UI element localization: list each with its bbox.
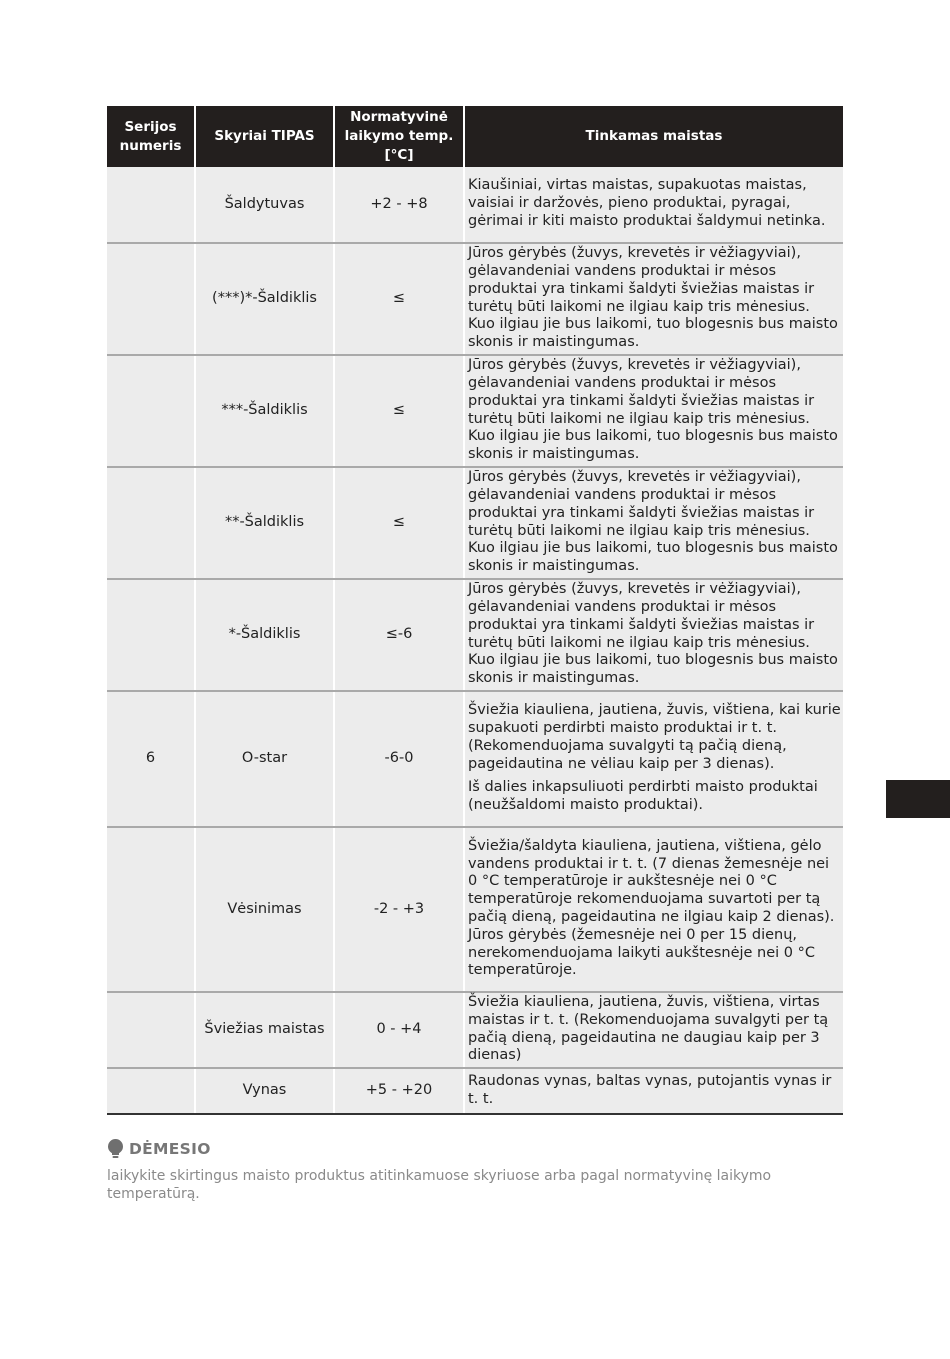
serial-cell <box>107 167 195 243</box>
food-text: Raudonas vynas, baltas vynas, putojantis vynas ir t. t. <box>468 1072 832 1107</box>
temp-cell: ≤ <box>334 243 464 355</box>
serial-cell <box>107 1068 195 1114</box>
serial-cell <box>107 827 195 992</box>
table-row <box>107 1068 843 1114</box>
food-text: Šviežia kiauliena, jautiena, žuvis, vištiena, virtas maistas ir t. t. (Rekomenduojama suvalgyti per tą pačią dieną, pageidautina ne daugiau kaip per 3 dienas) <box>468 994 829 1064</box>
food-cell <box>464 1068 843 1114</box>
serial-cell <box>107 992 195 1068</box>
type-cell: Vynas <box>195 1068 334 1114</box>
type-cell: (***)*-Šaldiklis <box>195 243 334 355</box>
food-text: Šviežia kiauliena, jautiena, žuvis, vištiena, kai kurie supakuoti perdirbti maisto produktai ir t. t. (Rekomenduojama suvalgyti tą pačią dieną, pageidautina ne vėliau kaip per 3 dienas). <box>468 702 841 772</box>
food-text: Iš dalies inkapsuliuoti perdirbti maisto produktai (neužšaldomi maisto produktai). <box>468 779 818 814</box>
header-temp: Normatyvinė laikymo temp. [°C] <box>334 106 464 167</box>
temp-cell: +5 - +20 <box>334 1068 464 1114</box>
serial-cell: 6 <box>107 691 195 827</box>
temp-cell: ≤-6 <box>334 579 464 691</box>
header-serial: Serijos numeris <box>107 106 195 167</box>
temp-cell: ≤ <box>334 467 464 579</box>
type-cell: O-star <box>195 691 334 827</box>
serial-cell <box>107 467 195 579</box>
type-cell: **-Šaldiklis <box>195 467 334 579</box>
food-text: Jūros gėrybės (žuvys, krevetės ir vėžiagyviai), gėlavandeniai vandens produktai ir mėsos produktai yra tinkami šaldyti šviežias maistas ir turėtų būti laikomi ne ilgiau kaip tris mėnesius. Kuo ilgiau jie bus laikomi, tuo blogesnis bus maisto skonis ir maistingumas. <box>468 469 838 575</box>
table-row <box>107 992 843 1068</box>
serial-cell <box>107 243 195 355</box>
food-text: Šviežia/šaldyta kiauliena, jautiena, vištiena, gėlo vandens produktai ir t. t. (7 dienas žemesnėje nei 0 °C temperatūroje ir aukštesnėje nei 0 °C temperatūroje rekomenduojama suvartoti per tą pačią dieną, pageidautina ne ilgiau kaip 2 dienas). Jūros gėrybės (žemesnėje nei 0 per 15 dienų, nerekomenduojama laikyti aukštesnėje nei 0 °C temperatūroje. <box>468 837 835 979</box>
food-cell <box>464 992 843 1068</box>
table-row <box>107 167 843 243</box>
type-cell: Šviežias maistas <box>195 992 334 1068</box>
food-text: Kiaušiniai, virtas maistas, supakuotas maistas, vaisiai ir daržovės, pieno produktai, pyragai, gėrimai ir kiti maisto produktai šaldymui netinka. <box>468 177 826 229</box>
type-cell: Vėsinimas <box>195 827 334 992</box>
food-cell <box>464 243 843 355</box>
food-cell <box>464 827 843 992</box>
table-row <box>107 467 843 579</box>
note-text: laikykite skirtingus maisto produktus atitinkamuose skyriuose arba pagal normatyvinę laikymo temperatūrą. <box>107 1168 772 1202</box>
serial-cell <box>107 355 195 467</box>
table-row <box>107 691 843 827</box>
note-heading <box>107 1139 211 1159</box>
temp-cell: -2 - +3 <box>334 827 464 992</box>
header-food: Tinkamas maistas <box>464 106 843 167</box>
header-type: Skyriai TIPAS <box>195 106 334 167</box>
food-text: Jūros gėrybės (žuvys, krevetės ir vėžiagyviai), gėlavandeniai vandens produktai ir mėsos produktai yra tinkami šaldyti šviežias maistas ir turėtų būti laikomi ne ilgiau kaip tris mėnesius. Kuo ilgiau jie bus laikomi, tuo blogesnis bus maisto skonis ir maistingumas. <box>468 581 838 687</box>
food-text: Jūros gėrybės (žuvys, krevetės ir vėžiagyviai), gėlavandeniai vandens produktai ir mėsos produktai yra tinkami šaldyti šviežias maistas ir turėtų būti laikomi ne ilgiau kaip tris mėnesius. Kuo ilgiau jie bus laikomi, tuo blogesnis bus maisto skonis ir maistingumas. <box>468 245 838 351</box>
food-cell <box>464 355 843 467</box>
food-cell <box>464 467 843 579</box>
type-cell: *-Šaldiklis <box>195 579 334 691</box>
table-row <box>107 579 843 691</box>
serial-cell <box>107 579 195 691</box>
page-tab-marker <box>886 780 950 818</box>
food-cell <box>464 167 843 243</box>
table-header-row <box>107 106 843 167</box>
table-row <box>107 827 843 992</box>
temp-cell: -6-0 <box>334 691 464 827</box>
note-heading-text: DĖMESIO <box>129 1140 211 1158</box>
food-cell <box>464 691 843 827</box>
type-cell: ***-Šaldiklis <box>195 355 334 467</box>
food-cell <box>464 579 843 691</box>
storage-table <box>107 106 843 1115</box>
table-row <box>107 355 843 467</box>
temp-cell: ≤ <box>334 355 464 467</box>
table-row <box>107 243 843 355</box>
temp-cell: 0 - +4 <box>334 992 464 1068</box>
food-text: Jūros gėrybės (žuvys, krevetės ir vėžiagyviai), gėlavandeniai vandens produktai ir mėsos produktai yra tinkami šaldyti šviežias maistas ir turėtų būti laikomi ne ilgiau kaip tris mėnesius. Kuo ilgiau jie bus laikomi, tuo blogesnis bus maisto skonis ir maistingumas. <box>468 357 838 463</box>
type-cell: Šaldytuvas <box>195 167 334 243</box>
lightbulb-icon <box>107 1139 124 1159</box>
temp-cell: +2 - +8 <box>334 167 464 243</box>
